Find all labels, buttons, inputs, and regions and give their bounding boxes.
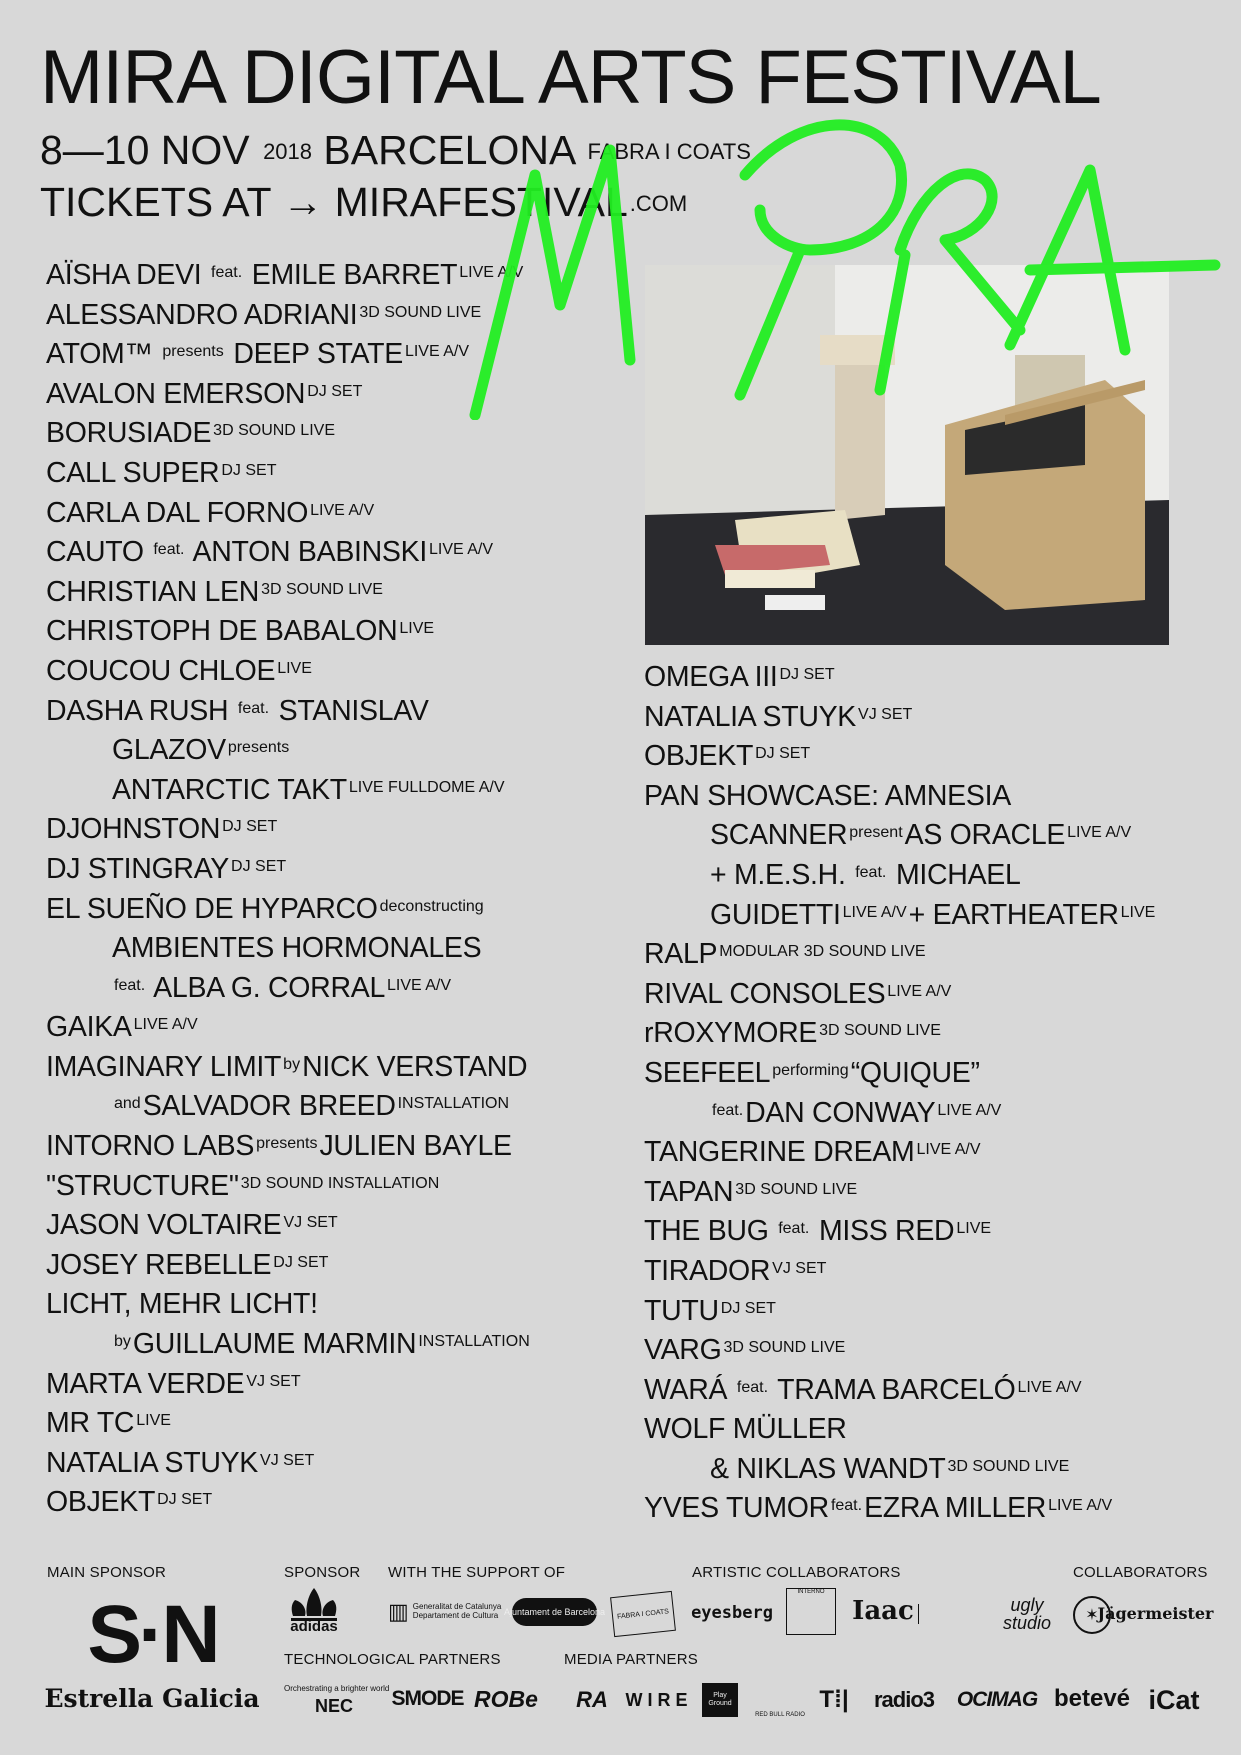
lineup-right-column [644,658,1234,1529]
photo-illustration [645,265,1169,645]
lineup-entry [46,256,636,296]
festival-city: BARCELONA [323,127,575,173]
artist-name: AÏSHA DEVI [46,259,210,291]
artist-name: TAPAN [644,1175,734,1208]
lineup-entry [46,335,636,375]
artist-name: GUIDETTI [710,898,841,931]
performance-tag: LIVE [277,659,312,677]
performance-tag: feat. [830,1497,863,1515]
performance-tag: LIVE [956,1220,992,1238]
performance-tag: present [849,824,903,842]
artist-name: JOSEY REBELLE [46,1248,272,1281]
artist-name: NATALIA STUYK [644,700,857,733]
tickets-domain: .COM [629,191,688,216]
performance-tag: DJ SET [307,382,363,400]
lineup-entry [644,1292,1234,1332]
lineup-entry [46,890,636,930]
radio3-logo: radio3 [873,1687,935,1712]
performance-tag: 3D SOUND LIVE [735,1180,858,1198]
lineup-entry [644,816,1234,856]
artist-name: rROXYMORE [644,1017,818,1050]
sponsor-label: SPONSOR [284,1564,361,1581]
artist-name: SCANNER [710,819,848,852]
lineup-entry [644,1410,1234,1450]
performance-tag: 3D SOUND LIVE [261,580,383,598]
artist-name: “QUIQUE” [850,1056,980,1089]
artist-name: MISS RED [811,1215,955,1248]
artist-name: DJ STINGRAY [46,852,230,885]
artist-name: RIVAL CONSOLES [644,977,886,1010]
artist-name: YVES TUMOR [644,1492,829,1525]
performance-tag: 3D SOUND LIVE [213,422,335,440]
interno-logo: INTERNO [786,1588,836,1635]
playground-logo: Play Ground [702,1683,738,1717]
lineup-entry [46,296,636,336]
lineup-entry [644,856,1234,896]
lineup-entry [46,1325,636,1365]
lineup-entry [46,1048,636,1088]
artist-name: BORUSIADE [46,417,212,450]
artist-name: ATOM™ [46,338,161,371]
artist-name: NICK VERSTAND [302,1050,528,1083]
lineup-entry [644,1094,1234,1134]
performance-tag: VJ SET [283,1214,338,1232]
artist-name: RALP [644,938,718,971]
lineup-entry [46,1246,636,1286]
performance-tag: LIVE A/V [937,1101,1002,1119]
performance-tag: feat. [855,863,887,881]
artist-name: OBJEKT [644,740,754,773]
performance-tag: DJ SET [222,818,278,836]
artist-name: ALESSANDRO ADRIANI [46,298,358,331]
lineup-entry [46,1008,636,1048]
estrella-galicia-name: Estrella Galicia [44,1683,260,1713]
artist-name: MICHAEL [888,858,1021,891]
lineup-entry [46,573,636,613]
adidas-logo: adidas [290,1617,338,1635]
performance-tag: 3D SOUND LIVE [947,1457,1070,1475]
artist-name: VARG [644,1334,722,1367]
festival-title: MIRA DIGITAL ARTS FESTIVAL [40,35,1101,120]
performance-tag: DJ SET [221,461,277,479]
lineup-entry [46,612,636,652]
artist-name: GUILLAUME MARMIN [132,1328,417,1361]
artist-name: IMAGINARY LIMIT [46,1050,282,1083]
performance-tag: and [114,1095,141,1113]
artist-name: JASON VOLTAIRE [46,1209,282,1242]
artist-name: WARÁ [644,1373,735,1406]
performance-tag: LIVE A/V [1048,1497,1113,1515]
performance-tag: feat. [778,1220,810,1238]
lineup-entry [644,935,1234,975]
artist-name: OBJEKT [46,1486,156,1519]
lineup-entry [644,1331,1234,1371]
wire-logo: WIRE [625,1689,693,1710]
performance-tag: DJ SET [720,1299,776,1317]
lineup-entry [644,896,1234,936]
performance-tag: DJ SET [779,666,835,683]
performance-tag: LIVE A/V [133,1016,198,1034]
media-partners-label: MEDIA PARTNERS [564,1651,698,1668]
tickets-link[interactable]: TICKETS AT → MIRAFESTIVAL [40,179,628,225]
performance-tag: deconstructing [379,897,484,915]
lineup-entry [644,737,1234,777]
artist-name: TIRADOR [644,1254,771,1287]
date-line [40,124,1101,176]
nec-tagline: Orchestrating a brighter world [284,1683,390,1693]
lineup-entry [46,414,636,454]
artist-name: DAN CONWAY [745,1096,936,1129]
main-sponsor-label: MAIN SPONSOR [47,1564,167,1581]
artist-name: GLAZOV [112,734,226,767]
performance-tag: VJ SET [260,1451,315,1469]
performance-tag: VJ SET [772,1259,827,1277]
performance-tag: performing [772,1061,849,1079]
artist-name: "STRUCTURE" [46,1169,239,1202]
performance-tag: MODULAR 3D SOUND LIVE [719,943,926,961]
performance-tag: feat. [153,541,185,559]
lineup-entry [46,533,636,573]
festival-dates: 8—10 NOV [40,127,250,173]
lineup-entry [644,1054,1234,1094]
lineup-entry [46,1444,636,1484]
performance-tag: feat. [712,1101,744,1119]
festival-venue: FABRA I COATS [587,139,751,164]
artist-name: INTORNO LABS [46,1130,255,1163]
performance-tag: by [283,1055,301,1073]
artist-name: MR TC [46,1407,135,1440]
lineup-entry [644,1371,1234,1411]
artist-name: TUTU [644,1294,719,1327]
tech-partners-label: TECHNOLOGICAL PARTNERS [284,1651,501,1668]
performance-tag: LIVE A/V [842,903,907,921]
estrella-galicia-logo: S·N [87,1589,217,1680]
lineup-entry [46,454,636,494]
artist-name: AS ORACLE [904,819,1066,852]
lineup-entry [46,1167,636,1207]
tickets-line [40,176,1101,228]
performance-tag: 3D SOUND LIVE [723,1339,846,1357]
lineup-entry [46,494,636,534]
performance-tag: LIVE [136,1412,171,1430]
lineup-entry [46,1404,636,1444]
nec-logo: NEC [314,1695,353,1716]
artist-name: AVALON EMERSON [46,377,306,410]
artist-name: JULIEN BAYLE [319,1130,512,1163]
lineup-entry [644,1212,1234,1252]
lineup-entry [46,969,636,1009]
lineup-entry [644,1450,1234,1490]
performance-tag: LIVE FULLDOME A/V [348,778,505,796]
lineup-entry [644,975,1234,1015]
ocimag-logo: OCIMAG [956,1688,1038,1711]
performance-tag: presents [162,343,224,361]
artist-name: STANISLAV [271,694,429,727]
lineup-left-column [46,256,636,1523]
performance-tag: LIVE A/V [1067,824,1132,842]
artist-name: NATALIA STUYK [46,1446,259,1479]
lineup-entry [644,1133,1234,1173]
artist-name: THE BUG [644,1215,777,1248]
performance-tag: LIVE [1120,903,1156,921]
performance-tag: feat. [237,699,270,717]
support-label: WITH THE SUPPORT OF [388,1564,566,1581]
lineup-entry [46,1483,636,1523]
lineup-entry [46,1285,636,1325]
artist-name: AMBIENTES HORMONALES [112,932,482,965]
jagermeister-emblem-icon: ✶ [1073,1596,1111,1634]
performance-tag: LIVE A/V [428,541,494,559]
performance-tag: LIVE A/V [387,976,452,994]
artist-name: & NIKLAS WANDT [710,1452,946,1485]
artist-name: DASHA RUSH [46,694,236,727]
icat-logo: iCat [1148,1684,1200,1715]
artist-name: TANGERINE DREAM [644,1136,915,1169]
performance-tag: DJ SET [231,857,287,875]
artist-name: ALBA G. CORRAL [147,971,385,1004]
performance-tag: 3D SOUND LIVE [819,1022,941,1040]
ugly-studio-logo: ugly studio [1002,1595,1052,1633]
performance-tag: LIVE A/V [1017,1378,1082,1396]
lineup-entry [644,1014,1234,1054]
iaac-logo: Iaac [852,1596,914,1626]
performance-tag: by [114,1333,131,1351]
performance-tag: INSTALLATION [418,1333,530,1351]
artist-name: COUCOU CHLOE [46,654,276,687]
eyesberg-logo: eyesberg [691,1603,773,1623]
artist-name: + M.E.S.H. [710,858,854,891]
lineup-entry [46,850,636,890]
lineup-entry [46,652,636,692]
artist-name: GAIKA [46,1011,132,1044]
gencat-text: Generalitat de Catalunya Departament de Cultura [412,1602,502,1620]
artist-name: DJOHNSTON [46,813,221,846]
fabra-coats-logo: FABRA I COATS [610,1591,676,1637]
red-bull-radio-logo: RED BULL RADIO [755,1712,805,1718]
artist-name: OMEGA III [644,661,778,693]
artist-name: MARTA VERDE [46,1367,245,1400]
artist-name: WOLF MÜLLER [644,1413,847,1446]
artist-name: CARLA DAL FORNO [46,496,309,529]
lineup-entry [46,771,636,811]
lineup-entry [644,1252,1234,1292]
ajuntament-logo: Ajuntament de Barcelona [512,1598,597,1626]
artist-name: EZRA MILLER [864,1492,1047,1525]
lineup-entry [46,929,636,969]
artist-name: SEEFEEL [644,1056,771,1089]
performance-tag: 3D SOUND INSTALLATION [240,1174,440,1192]
tv3-logo: T⁞| [819,1686,849,1713]
artist-name: DEEP STATE [225,338,403,371]
performance-tag: feat. [211,264,243,281]
performance-tag: LIVE A/V [459,264,524,281]
performance-tag: feat. [736,1378,769,1396]
performance-tag: LIVE A/V [404,343,469,361]
lineup-entry [46,1206,636,1246]
lineup-entry [46,1127,636,1167]
artist-name: TRAMA BARCELÓ [770,1373,1016,1406]
lineup-entry [46,810,636,850]
artistic-collaborators-label: ARTISTIC COLLABORATORS [692,1564,901,1581]
performance-tag: presents [256,1135,318,1153]
artist-name: SALVADOR BREED [142,1090,396,1123]
performance-tag: DJ SET [157,1491,213,1509]
performance-tag: presents [227,739,290,757]
lineup-entry [46,375,636,415]
lineup-entry [46,731,636,771]
performance-tag: DJ SET [755,745,811,763]
festival-year: 2018 [263,139,313,164]
collaborators-label: COLLABORATORS [1073,1564,1208,1581]
gencat-logo: ▥ Generalitat de Catalunya Departament de Cultura [388,1598,502,1624]
performance-tag: LIVE A/V [916,1141,981,1159]
performance-tag: LIVE A/V [887,982,952,1000]
artist-name: EL SUEÑO DE HYPARCO [46,892,378,925]
iaac-subtitle [918,1604,994,1624]
artist-name: ANTON BABINSKI [186,536,427,569]
artist-name: CHRISTOPH DE BABALON [46,615,398,648]
performance-tag: feat. [114,976,146,994]
performance-tag: LIVE [399,620,435,638]
performance-tag: 3D SOUND LIVE [359,303,482,321]
artist-name: CHRISTIAN LEN [46,575,260,608]
artist-name: CAUTO [46,536,152,569]
festival-header [40,35,1101,228]
lineup-entry [644,1489,1234,1529]
resident-advisor-logo: RA [576,1687,608,1712]
artist-name: EMILE BARRET [244,259,458,291]
smode-logo: SMODE [391,1687,464,1710]
robe-logo: ROBe [474,1685,538,1712]
festival-photo [645,265,1169,645]
lineup-entry [644,777,1234,817]
lineup-entry [644,698,1234,738]
performance-tag: LIVE A/V [310,501,375,519]
artist-name: PAN SHOWCASE: AMNESIA [644,779,1011,812]
beteve-logo: betevé [1053,1685,1131,1712]
performance-tag: DJ SET [273,1253,329,1271]
lineup-entry [46,1087,636,1127]
performance-tag: VJ SET [246,1372,301,1390]
lineup-entry [644,658,1234,698]
performance-tag: VJ SET [858,705,913,723]
artist-name: CALL SUPER [46,456,220,489]
lineup-entry [46,1365,636,1405]
lineup-entry [46,692,636,732]
lineup-entry [644,1173,1234,1213]
jagermeister-logo: Jägermeister [1097,1603,1214,1623]
artist-name: LICHT, MEHR LICHT! [46,1288,318,1321]
performance-tag: INSTALLATION [397,1095,510,1113]
artist-name: ANTARCTIC TAKT [112,773,347,806]
artist-name: + EARTHEATER [908,898,1119,931]
